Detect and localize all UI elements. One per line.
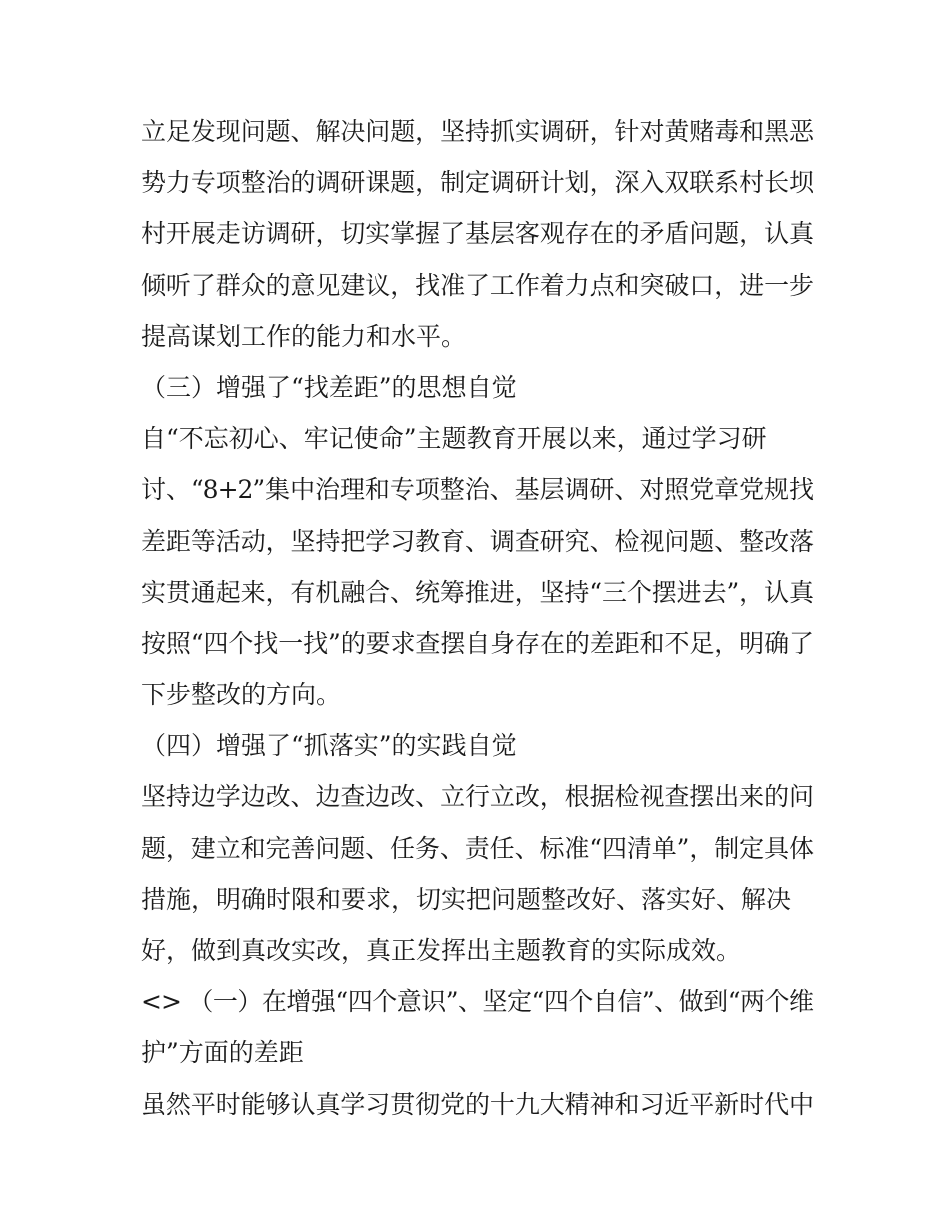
text-line-16: 措施，明确时限和要求，切实把问题整改好、落实好、解决 — [141, 884, 792, 914]
text-line-3: 村开展走访调研，切实掌握了基层客观存在的矛盾问题，认真 — [141, 219, 813, 249]
text-line-9: 差距等活动，坚持把学习教育、调查研究、检视问题、整改落 — [141, 526, 813, 556]
text-line-1: 立足发现问题、解决问题，坚持抓实调研，针对黄赌毒和黑恶 — [141, 117, 813, 146]
text-line-12: 下步整改的方向。 — [141, 680, 342, 710]
text-line-14: 坚持边学边改、边查边改、立行立改，根据检视查摆出来的问 — [141, 782, 813, 812]
text-line-4: 倾听了群众的意见建议，找准了工作着力点和突破口，进一步 — [141, 270, 813, 300]
section-heading-4: （四）增强了“抓落实”的实践自觉 — [141, 731, 517, 761]
text-line-7: 自“不忘初心、牢记使命”主题教育开展以来，通过学习研 — [141, 424, 767, 454]
text-line-19: 护”方面的差距 — [141, 1038, 304, 1068]
text-line-11: 按照“四个找一找”的要求查摆自身存在的差距和不足，明确了 — [141, 628, 813, 658]
text-line-8: 讨、“8+2”集中治理和专项整治、基层调研、对照党章党规找 — [141, 475, 813, 505]
text-line-2: 势力专项整治的调研课题，制定调研计划，深入双联系村长坝 — [141, 168, 813, 198]
document-body — [141, 106, 813, 1130]
text-line-20: 虽然平时能够认真学习贯彻党的十九大精神和习近平新时代中 — [141, 1089, 813, 1119]
section-heading-1: <> （一）在增强“四个意识”、坚定“四个自信”、做到“两个维 — [141, 987, 813, 1017]
text-line-15: 题，建立和完善问题、任务、责任、标准“四清单”，制定具体 — [141, 833, 813, 863]
text-line-10: 实贯通起来，有机融合、统筹推进，坚持“三个摆进去”，认真 — [141, 577, 813, 607]
text-line-17: 好，做到真改实改，真正发挥出主题教育的实际成效。 — [141, 936, 742, 965]
text-line-5: 提高谋划工作的能力和水平。 — [141, 321, 467, 351]
section-heading-3: （三）增强了“找差距”的思想自觉 — [141, 372, 517, 402]
